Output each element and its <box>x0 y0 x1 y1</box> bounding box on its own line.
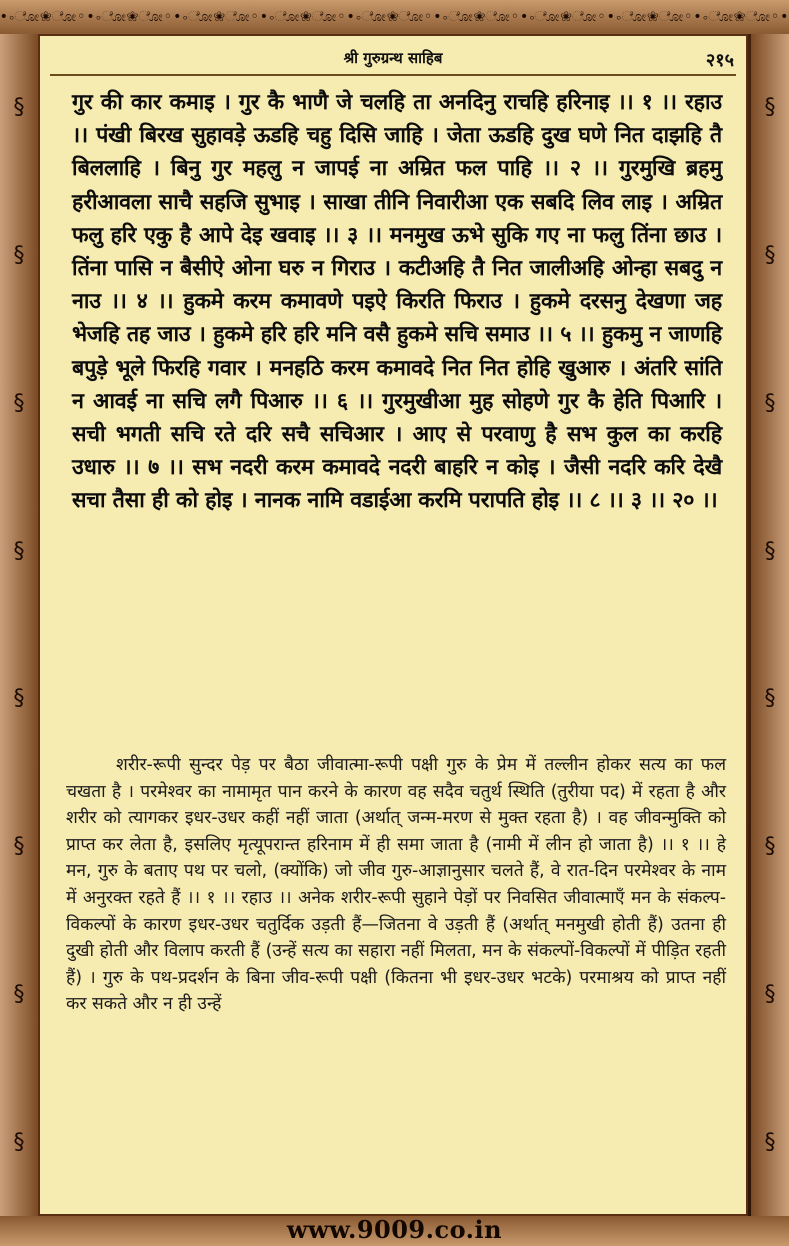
border-glyph: § <box>764 243 776 269</box>
border-glyph: § <box>13 390 25 416</box>
decorative-border-left <box>0 34 38 1216</box>
border-glyph: § <box>13 981 25 1007</box>
commentary-text: शरीर-रूपी सुन्दर पेड़ पर बैठा जीवात्मा-रूपी पक्षी गुरु के प्रेम में तल्लीन होकर सत्य का फल चखता है । परमेश्वर का नामामृत पान करने के कारण वह सदैव चतुर्थ स्थिति (तुरीया पद) में रहता है और शरीर को त्यागकर इधर-उधर कहीं नहीं जाता (अर्थात् जन्म-मरण से मुक्त रहता है) । वह जीवन्मुक्ति को प्राप्त कर लेता है, इसलिए मृत्यूपरान्त हरिनाम में ही समा जाता है (नामी में लीन हो जाता है) ।। १ ।। हे मन, गुरु के बताए पथ पर चलो, (क्योंकि) जो जीव गुरु-आज्ञानुसार चलते हैं, वे रात-दिन परमेश्वर के नाम में अनुरक्त रहते हैं ।। १ ।। रहाउ ।। अनेक शरीर-रूपी सुहाने पेड़ों पर निवसित जीवात्माएँ मन के संकल्प-विकल्पों के कारण इधर-उधर चतुर्दिक उड़ती हैं—जितना वे उड़ती हैं (अर्थात् मनमुखी होती हैं) उतना ही दुखी होती और विलाप करती हैं (उन्हें सत्य का सहारा नहीं मिलता, मन के संकल्पों-विकल्पों में पीड़ित रहती हैं) । गुरु के पथ-प्रदर्शन के बिना जीव-रूपी पक्षी (कितना भी इधर-उधर भटके) परमाश्रय को प्राप्त नहीं कर सकते और न ही उन्हें <box>66 755 726 1015</box>
border-glyph: § <box>13 1129 25 1155</box>
footer-url: www.9009.co.in <box>286 1215 503 1244</box>
border-glyph: § <box>764 981 776 1007</box>
border-glyph: § <box>13 243 25 269</box>
border-glyph: § <box>13 95 25 121</box>
border-glyph: § <box>13 686 25 712</box>
header-divider <box>50 74 736 76</box>
border-glyph: § <box>764 686 776 712</box>
verse-text: गुर की कार कमाइ । गुर कै भाणै जे चलहि ता अनदिनु राचहि हरिनाइ ।। १ ।। रहाउ ।। पंखी बिरख सुहावड़े ऊडहि चहु दिसि जाहि । जेता ऊडहि दुख घणे नित दाझहि तै बिललाहि । बिनु गुर महलु न जापई ना अम्रित फल पाहि ।। २ ।। गुरमुखि ब्रहमु हरीआवला साचै सहजि सुभाइ । साखा तीनि निवारीआ एक सबदि लिव लाइ । अम्रित फलु हरि एकु है आपे देइ खवाइ ।। ३ ।। मनमुख ऊभे सुकि गए ना फलु तिंना छाउ । तिंना पासि न बैसीऐ ओना घरु न गिराउ । कटीअहि तै नित जालीअहि ओन्हा सबदु न नाउ ।। ४ ।। हुकमे करम कमावणे पइऐ किरति फिराउ । हुकमे दरसनु देखणा जह भेजहि तह जाउ । हुकमे हरि हरि मनि वसै हुकमे सचि समाउ ।। ५ ।। हुकमु न जाणहि बपुड़े भूले फिरहि गवार । मनहठि करम कमावदे नित नित होहि खुआरु । अंतरि सांति न आवई ना सचि लगै पिआरु ।। ६ ।। गुरमुखीआ मुह सोहणे गुर कै हेति पिआरि । सची भगती सचि रते दरि सचै सचिआर । आए से परवाणु है सभ कुल का करहि उधारु ।। ७ ।। सभ नदरी करम कमावदे नदरी बाहरि न कोइ । जैसी नदरि करि देखै सचा तैसा ही को होइ । नानक नामि वडाईआ करमि परापति होइ ।। ८ ।। ३ ।। २० ।। <box>72 90 722 514</box>
decorative-border-right <box>751 34 789 1216</box>
page-number: २१५ <box>705 50 734 71</box>
decorative-border-top <box>0 0 789 34</box>
border-glyph: § <box>13 834 25 860</box>
border-pattern-top: •◦ೋ❀ೋ◦•◦ೋ❀ೋ◦•◦ೋ❀ೋ◦•◦ೋ❀ೋ◦•◦ೋ❀ೋ◦•◦ೋ❀ೋ◦•◦ೋ❀ೋ◦•◦ೋ❀ೋ◦•◦ೋ❀ೋ◦• <box>0 9 789 25</box>
border-glyph: § <box>13 538 25 564</box>
border-glyph: § <box>764 1129 776 1155</box>
page-header <box>38 48 748 72</box>
scripture-page <box>38 34 748 1216</box>
border-glyph: § <box>764 390 776 416</box>
border-glyph: § <box>764 834 776 860</box>
border-glyph: § <box>764 538 776 564</box>
page-title: श्री गुरुग्रन्थ साहिब <box>343 49 443 67</box>
border-glyph: § <box>764 95 776 121</box>
